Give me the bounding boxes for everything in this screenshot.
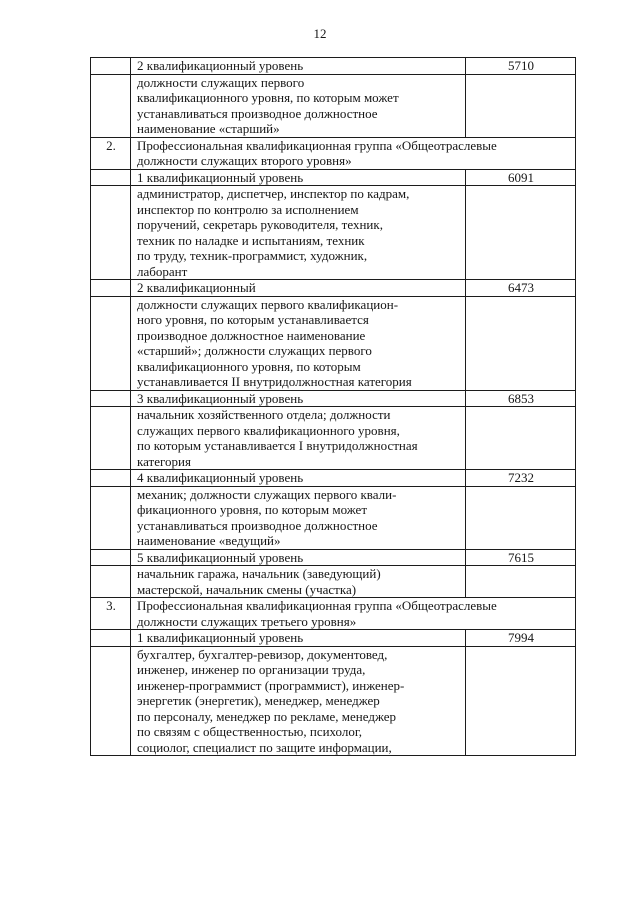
group-row [91, 137, 576, 169]
group-title: Профессиональная квалификационная группа «Общеотраслевые должности служащих второго уровня» [131, 137, 576, 169]
level-title: 2 квалификационный уровень [131, 58, 466, 75]
page-number: 12 [313, 26, 327, 41]
level-title: 1 квалификационный уровень [131, 169, 466, 186]
level-title: 5 квалификационный уровень [131, 549, 466, 566]
group-row [91, 598, 576, 630]
positions-description: должности служащих первого квалификационного уровня, по которым может устанавливаться производное должностное наименование «старший» [131, 74, 466, 137]
positions-description: бухгалтер, бухгалтер-ревизор, документовед, инженер, инженер по организации труда, инженер-программист (программист), инженер- энергетик (энергетик), менеджер, менеджер по персоналу, менеджер по рекламе, менеджер по связям с общественностью, психолог, социолог, специалист по защите информации, [131, 646, 466, 756]
empty-number-cell [91, 407, 131, 470]
empty-value-cell [466, 646, 576, 756]
empty-number-cell [91, 486, 131, 549]
description-row [91, 296, 576, 390]
empty-number-cell [91, 186, 131, 280]
description-row [91, 186, 576, 280]
level-row [91, 58, 576, 75]
group-number: 3. [91, 598, 131, 630]
empty-value-cell [466, 486, 576, 549]
level-row [91, 630, 576, 647]
description-row [91, 646, 576, 756]
empty-value-cell [466, 566, 576, 598]
salary-value: 6473 [466, 280, 576, 297]
positions-description: начальник хозяйственного отдела; должности служащих первого квалификационного уровня, по которым устанавливается I внутридолжностная категория [131, 407, 466, 470]
level-number-cell [91, 630, 131, 647]
level-number-cell [91, 169, 131, 186]
description-row [91, 566, 576, 598]
empty-value-cell [466, 407, 576, 470]
salary-value: 7232 [466, 470, 576, 487]
level-number-cell [91, 470, 131, 487]
positions-description: должности служащих первого квалификацион- ного уровня, по которым устанавливается производное должностное наименование «старший»; должности служащих первого квалификационного уровня, по которым устанавливается II внутридолжностная категория [131, 296, 466, 390]
empty-value-cell [466, 74, 576, 137]
group-number: 2. [91, 137, 131, 169]
level-row [91, 280, 576, 297]
empty-number-cell [91, 566, 131, 598]
level-number-cell [91, 280, 131, 297]
level-row [91, 549, 576, 566]
level-title: 1 квалификационный уровень [131, 630, 466, 647]
level-row [91, 470, 576, 487]
salary-value: 5710 [466, 58, 576, 75]
empty-value-cell [466, 186, 576, 280]
level-number-cell [91, 58, 131, 75]
empty-number-cell [91, 296, 131, 390]
salary-value: 7615 [466, 549, 576, 566]
level-title: 4 квалификационный уровень [131, 470, 466, 487]
positions-description: администратор, диспетчер, инспектор по кадрам, инспектор по контролю за исполнением поручений, секретарь руководителя, техник, техник по наладке и испытаниям, техник по труду, техник-программист, художник, лаборант [131, 186, 466, 280]
positions-description: начальник гаража, начальник (заведующий) мастерской, начальник смены (участка) [131, 566, 466, 598]
salary-value: 6091 [466, 169, 576, 186]
description-row [91, 74, 576, 137]
level-title: 2 квалификационный [131, 280, 466, 297]
empty-number-cell [91, 74, 131, 137]
empty-value-cell [466, 296, 576, 390]
description-row [91, 407, 576, 470]
level-title: 3 квалификационный уровень [131, 390, 466, 407]
salary-value: 7994 [466, 630, 576, 647]
salary-value: 6853 [466, 390, 576, 407]
salary-table [90, 57, 576, 756]
level-number-cell [91, 390, 131, 407]
description-row [91, 486, 576, 549]
empty-number-cell [91, 646, 131, 756]
level-row [91, 169, 576, 186]
level-row [91, 390, 576, 407]
positions-description: механик; должности служащих первого квали- фикационного уровня, по которым может устанавливаться производное должностное наименование «ведущий» [131, 486, 466, 549]
level-number-cell [91, 549, 131, 566]
group-title: Профессиональная квалификационная группа «Общеотраслевые должности служащих третьего уровня» [131, 598, 576, 630]
